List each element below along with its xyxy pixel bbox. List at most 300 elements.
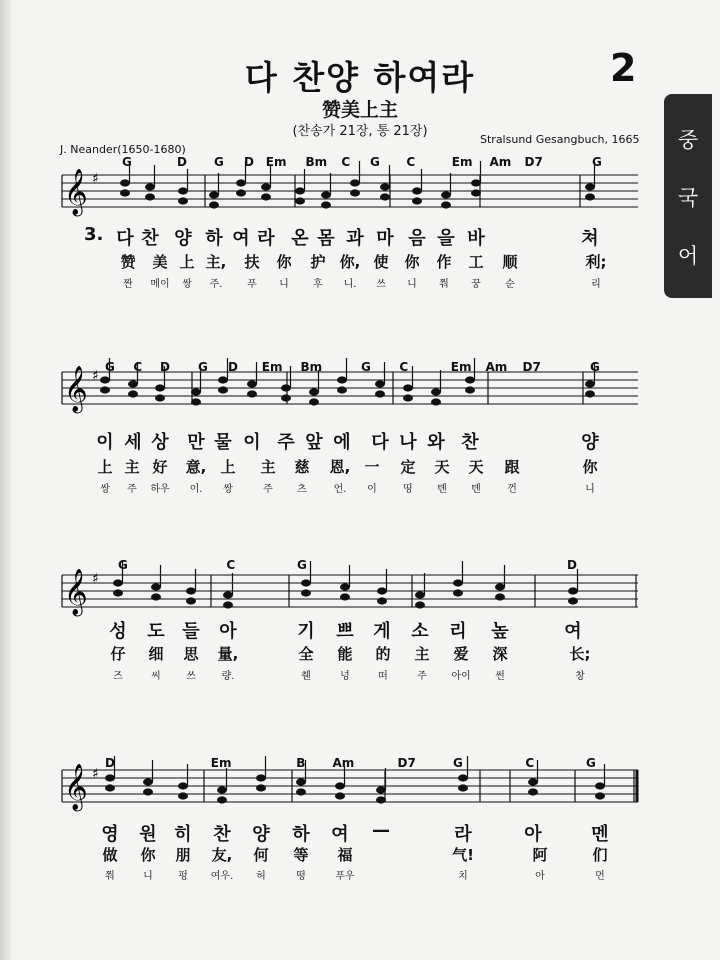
korean-lyric: 바	[467, 228, 485, 249]
chinese-lyric: 主,	[205, 253, 227, 271]
note-head	[495, 583, 505, 590]
chinese-lyric: 你	[582, 458, 598, 476]
korean-lyric: 양	[174, 228, 192, 249]
note-head	[155, 384, 165, 391]
note-head	[380, 183, 390, 190]
korean-lyric: 물	[214, 432, 232, 453]
note-head	[377, 587, 387, 594]
key-signature-sharp-icon: ♯	[92, 171, 99, 187]
chinese-lyric: 全	[298, 645, 314, 663]
note-head	[145, 183, 155, 190]
chinese-lyric: 做	[102, 846, 118, 864]
chinese-lyric: 们	[592, 846, 608, 864]
chord-symbol: Am	[485, 360, 508, 374]
note-head	[495, 593, 505, 600]
korean-lyric: 음	[408, 228, 426, 249]
pronunciation-lyric: 쌍	[100, 484, 110, 495]
note-head	[186, 597, 196, 604]
note-head	[236, 189, 246, 196]
note-head	[113, 579, 123, 586]
note-head	[350, 189, 360, 196]
source-credit: Stralsund Gesangbuch, 1665	[480, 133, 640, 146]
pronunciation-lyric: 메이	[150, 279, 170, 290]
korean-lyric: 마	[376, 228, 394, 249]
chinese-title: 赞美上主	[321, 99, 398, 121]
chinese-lyric: 跟	[504, 458, 520, 476]
note-head	[350, 179, 360, 186]
note-head	[296, 788, 306, 795]
chinese-lyric: 你	[404, 253, 420, 271]
chinese-lyric: 阿	[532, 846, 548, 864]
key-signature-sharp-icon: ♯	[92, 368, 99, 384]
chord-symbol: G	[592, 155, 602, 169]
korean-lyric: 아	[524, 824, 542, 845]
chord-symbol: D	[228, 360, 238, 374]
chinese-lyric: 友,	[211, 846, 233, 864]
pronunciation-lyric: 아	[535, 871, 545, 882]
chinese-lyric: 意,	[185, 458, 207, 476]
korean-lyric: 을	[437, 228, 455, 249]
note-head	[340, 593, 350, 600]
note-head	[128, 380, 138, 387]
note-head	[247, 380, 257, 387]
note-head	[217, 796, 227, 803]
pronunciation-lyric: 니.	[343, 279, 357, 290]
korean-lyric: 과	[346, 228, 364, 249]
chord-symbol: G	[105, 360, 115, 374]
note-head	[145, 193, 155, 200]
chinese-lyric: 细	[148, 645, 164, 663]
pronunciation-lyric: 아이	[451, 671, 471, 682]
chord-symbol: G	[586, 756, 596, 770]
chord-symbol: C	[406, 155, 416, 169]
chord-symbol: D7	[397, 756, 416, 770]
pronunciation-lyric: 쌍	[182, 279, 192, 290]
chinese-lyric: 主	[124, 458, 140, 476]
chinese-lyric: 作	[436, 253, 452, 271]
chinese-lyric: 慈	[294, 458, 310, 476]
pronunciation-lyric: 떵	[296, 871, 306, 882]
korean-lyric: 쳐	[581, 228, 599, 249]
chinese-lyric: 福	[337, 846, 353, 864]
chinese-lyric: 护	[310, 253, 326, 271]
pronunciation-lyric: 쭤	[105, 871, 115, 882]
pronunciation-lyric: 썬	[495, 671, 505, 682]
note-head	[465, 376, 475, 383]
pronunciation-lyric: 주	[417, 671, 427, 682]
korean-lyric: 히	[174, 824, 192, 845]
chinese-lyric: 爱	[453, 645, 469, 663]
korean-lyric: 찬	[461, 432, 479, 453]
key-signature-sharp-icon: ♯	[92, 766, 99, 782]
note-head	[120, 189, 130, 196]
note-head	[595, 792, 605, 799]
note-head	[218, 386, 228, 393]
note-head	[375, 390, 385, 397]
note-head	[178, 187, 188, 194]
note-head	[178, 782, 188, 789]
note-head	[415, 591, 425, 598]
chinese-lyric: 气!	[452, 846, 474, 864]
pronunciation-lyric: 순	[505, 279, 515, 290]
korean-lyric: 들	[182, 621, 200, 642]
chord-symbol: C	[341, 155, 351, 169]
note-head	[321, 201, 331, 208]
chord-symbol: D	[244, 155, 254, 169]
pronunciation-lyric: 이.	[189, 484, 203, 495]
pronunciation-lyric: 떠	[378, 671, 388, 682]
treble-clef-icon: 𝄞	[64, 764, 88, 810]
chord-symbol: C	[133, 360, 143, 374]
pronunciation-lyric: 하우	[150, 484, 170, 495]
pronunciation-lyric: 이	[367, 484, 377, 495]
korean-lyric: 다	[116, 228, 134, 249]
note-head	[143, 778, 153, 785]
korean-lyric: 높	[491, 621, 509, 642]
chinese-lyric: 恩,	[329, 458, 351, 476]
chinese-lyric: 仔	[110, 645, 126, 663]
treble-clef-icon: 𝄞	[64, 569, 88, 615]
chord-symbol: D	[160, 360, 170, 374]
pronunciation-lyric: 즈	[113, 671, 123, 682]
note-head	[337, 386, 347, 393]
pronunciation-lyric: 췐	[301, 671, 311, 682]
korean-lyric: —	[372, 820, 390, 841]
korean-lyric: 라	[454, 824, 472, 845]
pronunciation-lyric: 짠	[123, 279, 133, 290]
note-head	[191, 388, 201, 395]
chinese-lyric: 思	[183, 645, 199, 663]
chinese-lyric: 美	[152, 253, 168, 271]
note-head	[186, 587, 196, 594]
note-head	[458, 784, 468, 791]
note-head	[458, 774, 468, 781]
hymn-title: 다 찬양 하여라	[244, 58, 476, 97]
note-head	[309, 388, 319, 395]
korean-lyric: 성	[109, 621, 127, 642]
chinese-lyric: 量,	[217, 645, 239, 663]
korean-lyric: 온	[291, 228, 309, 249]
pronunciation-lyric: 씨	[151, 671, 161, 682]
pronunciation-lyric: 량.	[221, 671, 235, 682]
note-head	[376, 796, 386, 803]
note-head	[403, 394, 413, 401]
chinese-lyric: 顺	[502, 253, 518, 271]
korean-lyric: 다	[371, 432, 389, 453]
pronunciation-lyric: 푸우	[335, 871, 355, 882]
korean-lyric: 쁘	[336, 621, 354, 642]
hymnal-reference: (찬송가 21장, 통 21장)	[292, 124, 428, 139]
korean-lyric: 여	[232, 228, 250, 249]
note-head	[321, 191, 331, 198]
chord-symbol: G	[370, 155, 380, 169]
composer-credit: J. Neander(1650-1680)	[60, 143, 186, 156]
pronunciation-lyric: 쭤	[439, 279, 449, 290]
note-head	[528, 788, 538, 795]
korean-lyric: 이	[243, 432, 261, 453]
pronunciation-lyric: 치	[458, 871, 468, 882]
note-head	[191, 398, 201, 405]
chinese-lyric: 你,	[339, 253, 361, 271]
hymn-number: 2	[610, 46, 637, 90]
chord-symbol: G	[122, 155, 132, 169]
pronunciation-lyric: 여우.	[210, 871, 234, 882]
chinese-lyric: 你	[140, 846, 156, 864]
korean-lyric: 상	[151, 432, 169, 453]
korean-lyric: 아	[219, 621, 237, 642]
key-signature-sharp-icon: ♯	[92, 571, 99, 587]
note-head	[412, 197, 422, 204]
chinese-lyric: 使	[373, 253, 389, 271]
chinese-lyric: 能	[337, 645, 353, 663]
pronunciation-lyric: 언.	[333, 484, 347, 495]
chinese-lyric: 上	[179, 253, 195, 271]
note-head	[340, 583, 350, 590]
pronunciation-lyric: 펑	[178, 871, 188, 882]
note-head	[415, 601, 425, 608]
note-head	[412, 187, 422, 194]
verse-number: 3.	[84, 224, 104, 245]
note-head	[209, 191, 219, 198]
korean-lyric: 리	[449, 621, 467, 642]
chord-symbol: B	[296, 756, 306, 770]
note-head	[120, 179, 130, 186]
note-head	[403, 384, 413, 391]
note-head	[151, 583, 161, 590]
pronunciation-lyric: 주.	[209, 279, 223, 290]
pronunciation-lyric: 니	[585, 484, 595, 495]
chinese-lyric: 天	[468, 458, 484, 476]
pronunciation-lyric: 껀	[507, 484, 517, 495]
chinese-lyric: 一	[364, 458, 380, 476]
korean-lyric: 라	[257, 228, 275, 249]
korean-lyric: 하	[292, 824, 310, 845]
chord-symbol: D7	[522, 360, 541, 374]
note-head	[309, 398, 319, 405]
note-head	[178, 792, 188, 799]
chinese-lyric: 天	[434, 458, 450, 476]
note-head	[528, 778, 538, 785]
pronunciation-lyric: 주	[127, 484, 137, 495]
chord-symbol: C	[525, 756, 535, 770]
note-head	[247, 390, 257, 397]
pronunciation-lyric: 톈	[471, 484, 481, 495]
chinese-lyric: 朋	[175, 846, 191, 864]
note-head	[585, 390, 595, 397]
chord-symbol: Em	[265, 155, 287, 169]
chinese-lyric: 等	[293, 846, 309, 864]
korean-lyric: 게	[373, 621, 391, 642]
note-head	[453, 589, 463, 596]
chord-symbol: G	[453, 756, 463, 770]
note-head	[143, 788, 153, 795]
note-head	[105, 784, 115, 791]
pronunciation-lyric: 톈	[437, 484, 447, 495]
language-tab-char-2: 국	[677, 186, 699, 210]
note-head	[281, 384, 291, 391]
note-head	[236, 179, 246, 186]
korean-lyric: 찬	[141, 228, 159, 249]
korean-lyric: 와	[427, 432, 445, 453]
note-head	[465, 386, 475, 393]
note-head	[261, 193, 271, 200]
korean-lyric: 도	[147, 621, 165, 642]
korean-lyric: 나	[399, 432, 417, 453]
note-head	[441, 201, 451, 208]
chinese-lyric: 上	[97, 458, 113, 476]
note-head	[431, 398, 441, 405]
note-head	[301, 589, 311, 596]
staff-1	[62, 161, 638, 217]
korean-lyric: 여	[331, 824, 349, 845]
pronunciation-lyric: 주	[263, 484, 273, 495]
note-head	[155, 394, 165, 401]
chord-symbol: G	[361, 360, 371, 374]
pronunciation-lyric: 푸	[247, 279, 257, 290]
chord-symbol: D	[567, 558, 577, 572]
note-head	[453, 579, 463, 586]
language-tab-char-3: 어	[677, 244, 699, 268]
pronunciation-lyric: 허	[256, 871, 266, 882]
korean-lyric: 이	[96, 432, 114, 453]
note-head	[301, 579, 311, 586]
chord-symbol: G	[297, 558, 307, 572]
note-head	[335, 782, 345, 789]
chord-symbol: Em	[450, 360, 472, 374]
chinese-lyric: 的	[375, 645, 391, 663]
note-head	[376, 786, 386, 793]
chord-symbol: G	[118, 558, 128, 572]
note-head	[585, 193, 595, 200]
note-head	[335, 792, 345, 799]
chinese-lyric: 长;	[569, 645, 591, 663]
korean-lyric: 여	[564, 621, 582, 642]
note-head	[431, 388, 441, 395]
chord-symbol: Bm	[300, 360, 323, 374]
note-head	[261, 183, 271, 190]
chinese-lyric: 定	[400, 458, 416, 476]
note-head	[375, 380, 385, 387]
korean-lyric: 앞	[305, 432, 323, 453]
chord-symbol: Am	[332, 756, 355, 770]
staff-2	[62, 358, 638, 414]
chord-symbol: D	[105, 756, 115, 770]
pronunciation-lyric: 쓰	[376, 279, 386, 290]
chinese-lyric: 你	[276, 253, 292, 271]
chord-symbol: Em	[210, 756, 232, 770]
korean-lyric: 양	[581, 432, 599, 453]
note-head	[595, 782, 605, 789]
korean-lyric: 원	[139, 824, 157, 845]
note-head	[281, 394, 291, 401]
note-head	[217, 786, 227, 793]
note-head	[441, 191, 451, 198]
note-head	[256, 774, 266, 781]
language-tab-char-1: 중	[677, 128, 699, 152]
note-head	[585, 183, 595, 190]
note-head	[113, 589, 123, 596]
note-head	[100, 376, 110, 383]
korean-lyric: 주	[277, 432, 295, 453]
note-head	[568, 597, 578, 604]
note-head	[105, 774, 115, 781]
treble-clef-icon: 𝄞	[64, 169, 88, 215]
note-head	[223, 601, 233, 608]
chord-symbol: G	[590, 360, 600, 374]
korean-lyric: 찬	[213, 824, 231, 845]
pronunciation-lyric: 먼	[595, 871, 605, 882]
chord-symbol: Am	[489, 155, 512, 169]
chinese-lyric: 何	[253, 846, 269, 864]
note-head	[295, 187, 305, 194]
chord-symbol: G	[198, 360, 208, 374]
pronunciation-lyric: 쌍	[223, 484, 233, 495]
pronunciation-lyric: 츠	[297, 484, 307, 495]
note-head	[100, 386, 110, 393]
pronunciation-lyric: 쓰	[186, 671, 196, 682]
note-head	[377, 597, 387, 604]
pronunciation-lyric: 니	[143, 871, 153, 882]
korean-lyric: 양	[252, 824, 270, 845]
note-head	[223, 591, 233, 598]
chinese-lyric: 扶	[244, 253, 260, 271]
note-head	[380, 193, 390, 200]
chinese-lyric: 深	[492, 645, 508, 663]
korean-lyric: 몸	[317, 228, 335, 249]
pronunciation-lyric: 후	[313, 279, 323, 290]
chord-symbol: D	[177, 155, 187, 169]
korean-lyric: 에	[333, 432, 351, 453]
pronunciation-lyric: 창	[575, 671, 585, 682]
chinese-lyric: 主	[260, 458, 276, 476]
pronunciation-lyric: 니	[279, 279, 289, 290]
korean-lyric: 만	[187, 432, 205, 453]
korean-lyric: 영	[101, 824, 119, 845]
treble-clef-icon: 𝄞	[64, 366, 88, 412]
note-head	[209, 201, 219, 208]
chord-symbol: D7	[524, 155, 543, 169]
chinese-lyric: 主	[414, 645, 430, 663]
pronunciation-lyric: 리	[591, 279, 601, 290]
pronunciation-lyric: 넝	[340, 671, 350, 682]
note-head	[471, 189, 481, 196]
note-head	[337, 376, 347, 383]
note-head	[218, 376, 228, 383]
note-head	[128, 390, 138, 397]
staff-3	[62, 561, 638, 617]
chord-symbol: G	[214, 155, 224, 169]
pronunciation-lyric: 꿍	[471, 279, 481, 290]
chord-symbol: C	[399, 360, 409, 374]
note-head	[256, 784, 266, 791]
chord-symbol: Em	[261, 360, 283, 374]
chinese-lyric: 赞	[120, 253, 136, 271]
chord-symbol: Em	[451, 155, 473, 169]
chinese-lyric: 上	[220, 458, 236, 476]
note-head	[178, 197, 188, 204]
note-head	[471, 179, 481, 186]
korean-lyric: 하	[205, 228, 223, 249]
note-head	[568, 587, 578, 594]
note-head	[585, 380, 595, 387]
korean-lyric: 멘	[591, 824, 609, 845]
chinese-lyric: 好	[152, 458, 168, 476]
chinese-lyric: 工	[468, 253, 484, 271]
korean-lyric: 세	[124, 432, 142, 453]
pronunciation-lyric: 니	[407, 279, 417, 290]
korean-lyric: 소	[411, 621, 429, 642]
note-head	[296, 778, 306, 785]
